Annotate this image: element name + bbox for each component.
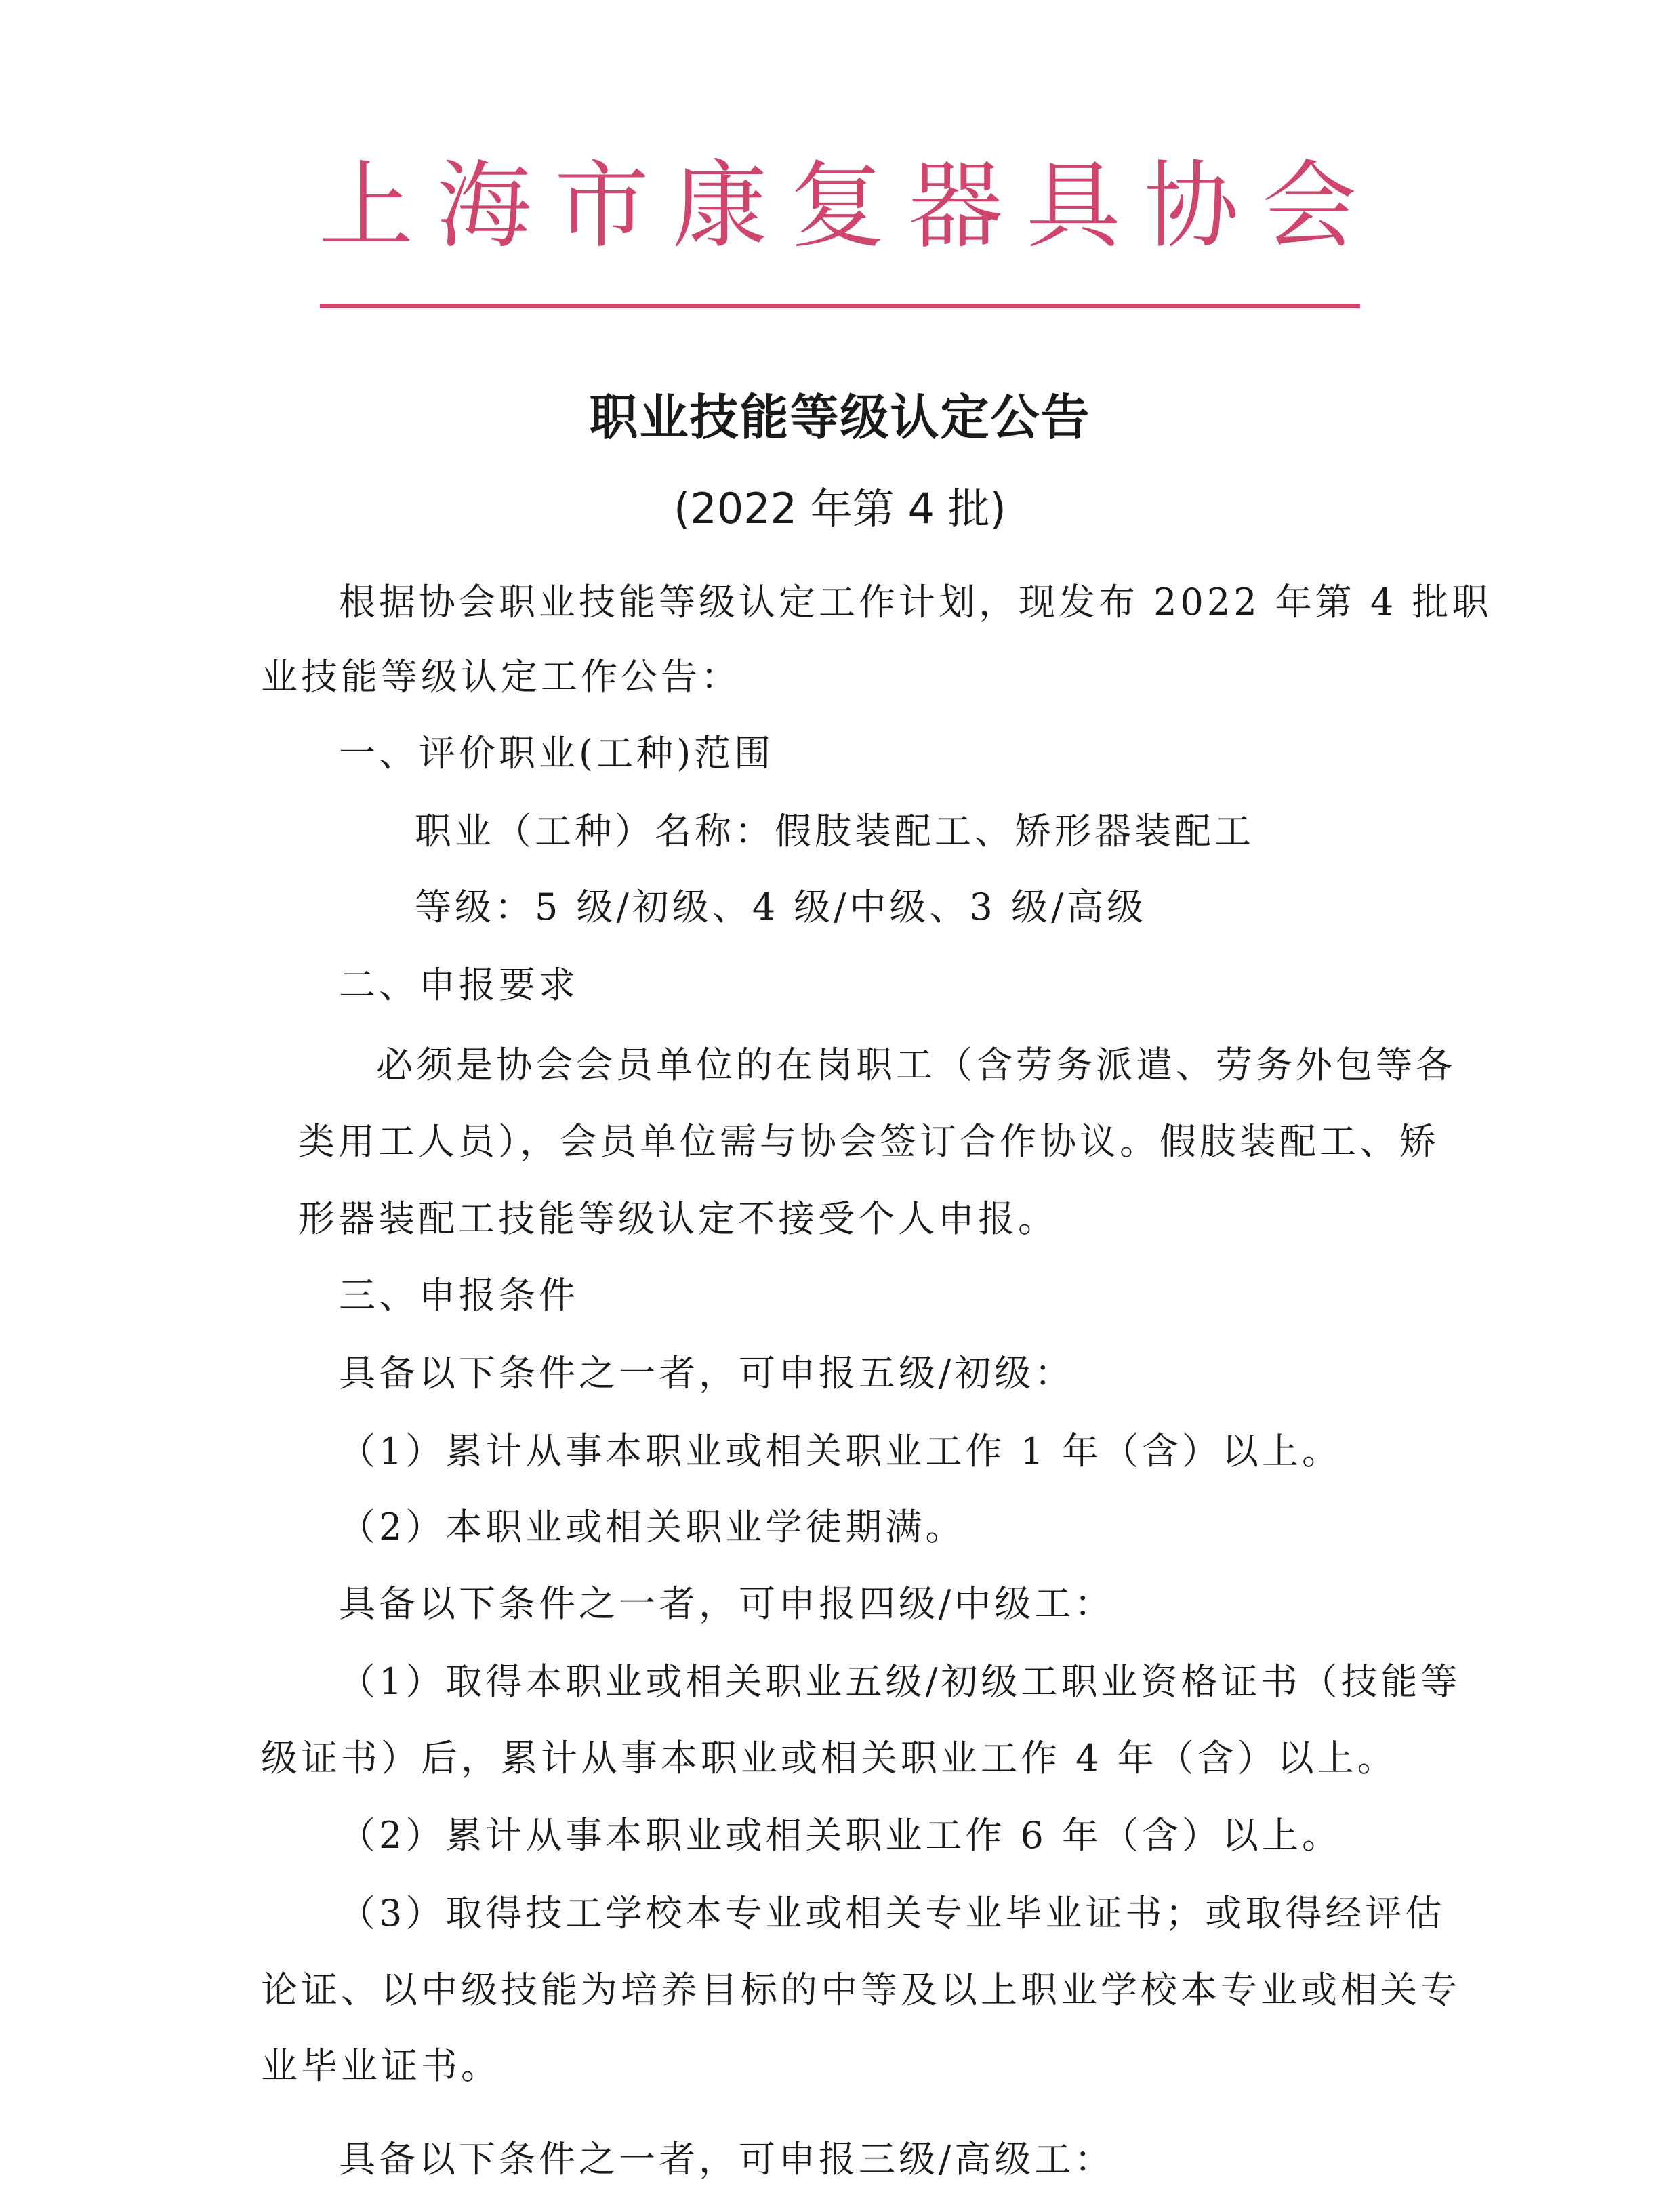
level-4-intro: 具备以下条件之一者，可申报四级/中级工： bbox=[339, 1582, 1115, 1625]
intro-paragraph-line-1: 根据协会职业技能等级认定工作计划，现发布 2022 年第 4 批职 bbox=[339, 581, 1492, 623]
level-3-intro: 具备以下条件之一者，可申报三级/高级工： bbox=[339, 2138, 1115, 2181]
level-5-intro: 具备以下条件之一者，可申报五级/初级： bbox=[339, 1352, 1075, 1395]
document-subtitle: (2022 年第 4 批) bbox=[674, 484, 1006, 533]
requirements-line-1: 必须是协会会员单位的在岗职工（含劳务派遣、劳务外包等各 bbox=[376, 1044, 1456, 1086]
occupation-levels: 等级：5 级/初级、4 级/中级、3 级/高级 bbox=[415, 886, 1147, 928]
level-4-condition-3-line-2: 论证、以中级技能为培养目标的中等及以上职业学校本专业或相关专 bbox=[261, 1968, 1460, 2011]
level-5-condition-1: （1）累计从事本职业或相关职业工作 1 年（含）以上。 bbox=[339, 1430, 1343, 1472]
section-1-heading: 一、评价职业(工种)范围 bbox=[339, 732, 775, 775]
level-5-condition-2: （2）本职业或相关职业学徒期满。 bbox=[339, 1506, 966, 1548]
level-4-condition-2: （2）累计从事本职业或相关职业工作 6 年（含）以上。 bbox=[339, 1814, 1343, 1857]
organization-name: 上海市康复器具协会 bbox=[319, 151, 1380, 262]
section-2-heading: 二、申报要求 bbox=[339, 964, 579, 1006]
section-3-heading: 三、申报条件 bbox=[339, 1274, 579, 1317]
header-divider bbox=[320, 304, 1360, 308]
level-4-condition-1-line-1: （1）取得本职业或相关职业五级/初级工职业资格证书（技能等 bbox=[339, 1660, 1461, 1703]
occupation-names: 职业（工种）名称：假肢装配工、矫形器装配工 bbox=[415, 810, 1254, 852]
level-4-condition-1-line-2: 级证书）后，累计从事本职业或相关职业工作 4 年（含）以上。 bbox=[261, 1737, 1397, 1779]
level-4-condition-3-line-3: 业毕业证书。 bbox=[261, 2044, 501, 2087]
document-title: 职业技能等级认定公告 bbox=[589, 389, 1091, 446]
level-4-condition-3-line-1: （3）取得技工学校本专业或相关专业毕业证书；或取得经评估 bbox=[339, 1892, 1446, 1935]
intro-paragraph-line-2: 业技能等级认定工作公告： bbox=[261, 655, 741, 698]
requirements-line-3: 形器装配工技能等级认定不接受个人申报。 bbox=[298, 1197, 1058, 1240]
requirements-line-2: 类用工人员），会员单位需与协会签订合作协议。假肢装配工、矫 bbox=[298, 1120, 1439, 1163]
